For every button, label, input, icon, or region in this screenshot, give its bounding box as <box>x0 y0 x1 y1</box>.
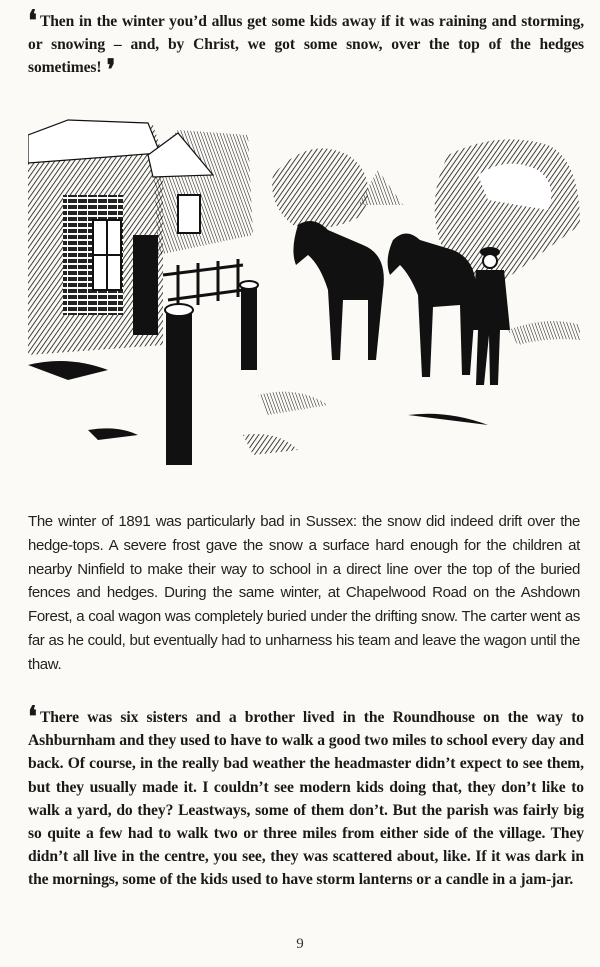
woodcut-snow-scene-with-horses-icon <box>28 115 580 475</box>
page-number: 9 <box>296 936 304 952</box>
open-quote-mark: ❛ <box>28 4 37 37</box>
quote-2-text: There was six sisters and a brother lived in the Roundhouse on the way to Ashburnham and they used to have to walk a good two miles to school every day and back. Of course, in the really bad weather the headmaster didn’t expect to see them, but they usually made it. I couldn’t see modern kids doing that, they don’t like to walk a yard, do they? Leastways, some of them don’t. But the parish was fairly big so quite a few had to walk two or three miles from either side of the village. They didn’t all live in the centre, you see, they was scattered about, like. If it was dark in the mornings, some of the kids used to have storm lanterns or a candle in a jam-jar. <box>28 709 584 889</box>
oral-history-quote-1 <box>28 4 584 87</box>
narrative-paragraph: The winter of 1891 was particularly bad in Sussex: the snow did indeed drift over the hedge-tops. A severe frost gave the snow a surface hard enough for the children at nearby Ninfield to make their way to school in a direct line over the top of the buried fences and hedges. During the same winter, at Chapelwood Road on the Ashdown Forest, a coal wagon was completely buried under the drifting snow. The carter went as far as he could, but eventually had to unharness his team and leave the wagon until the thaw. <box>28 513 580 673</box>
close-quote-mark: ❜ <box>106 53 116 87</box>
oral-history-quote-2 <box>28 700 584 892</box>
open-quote-mark: ❛ <box>28 700 37 733</box>
quote-1-text: Then in the winter you’d allus get some kids away if it was raining and storming, or snowing – and, by Christ, we got some snow, over the top of the hedges sometimes! <box>28 13 584 77</box>
